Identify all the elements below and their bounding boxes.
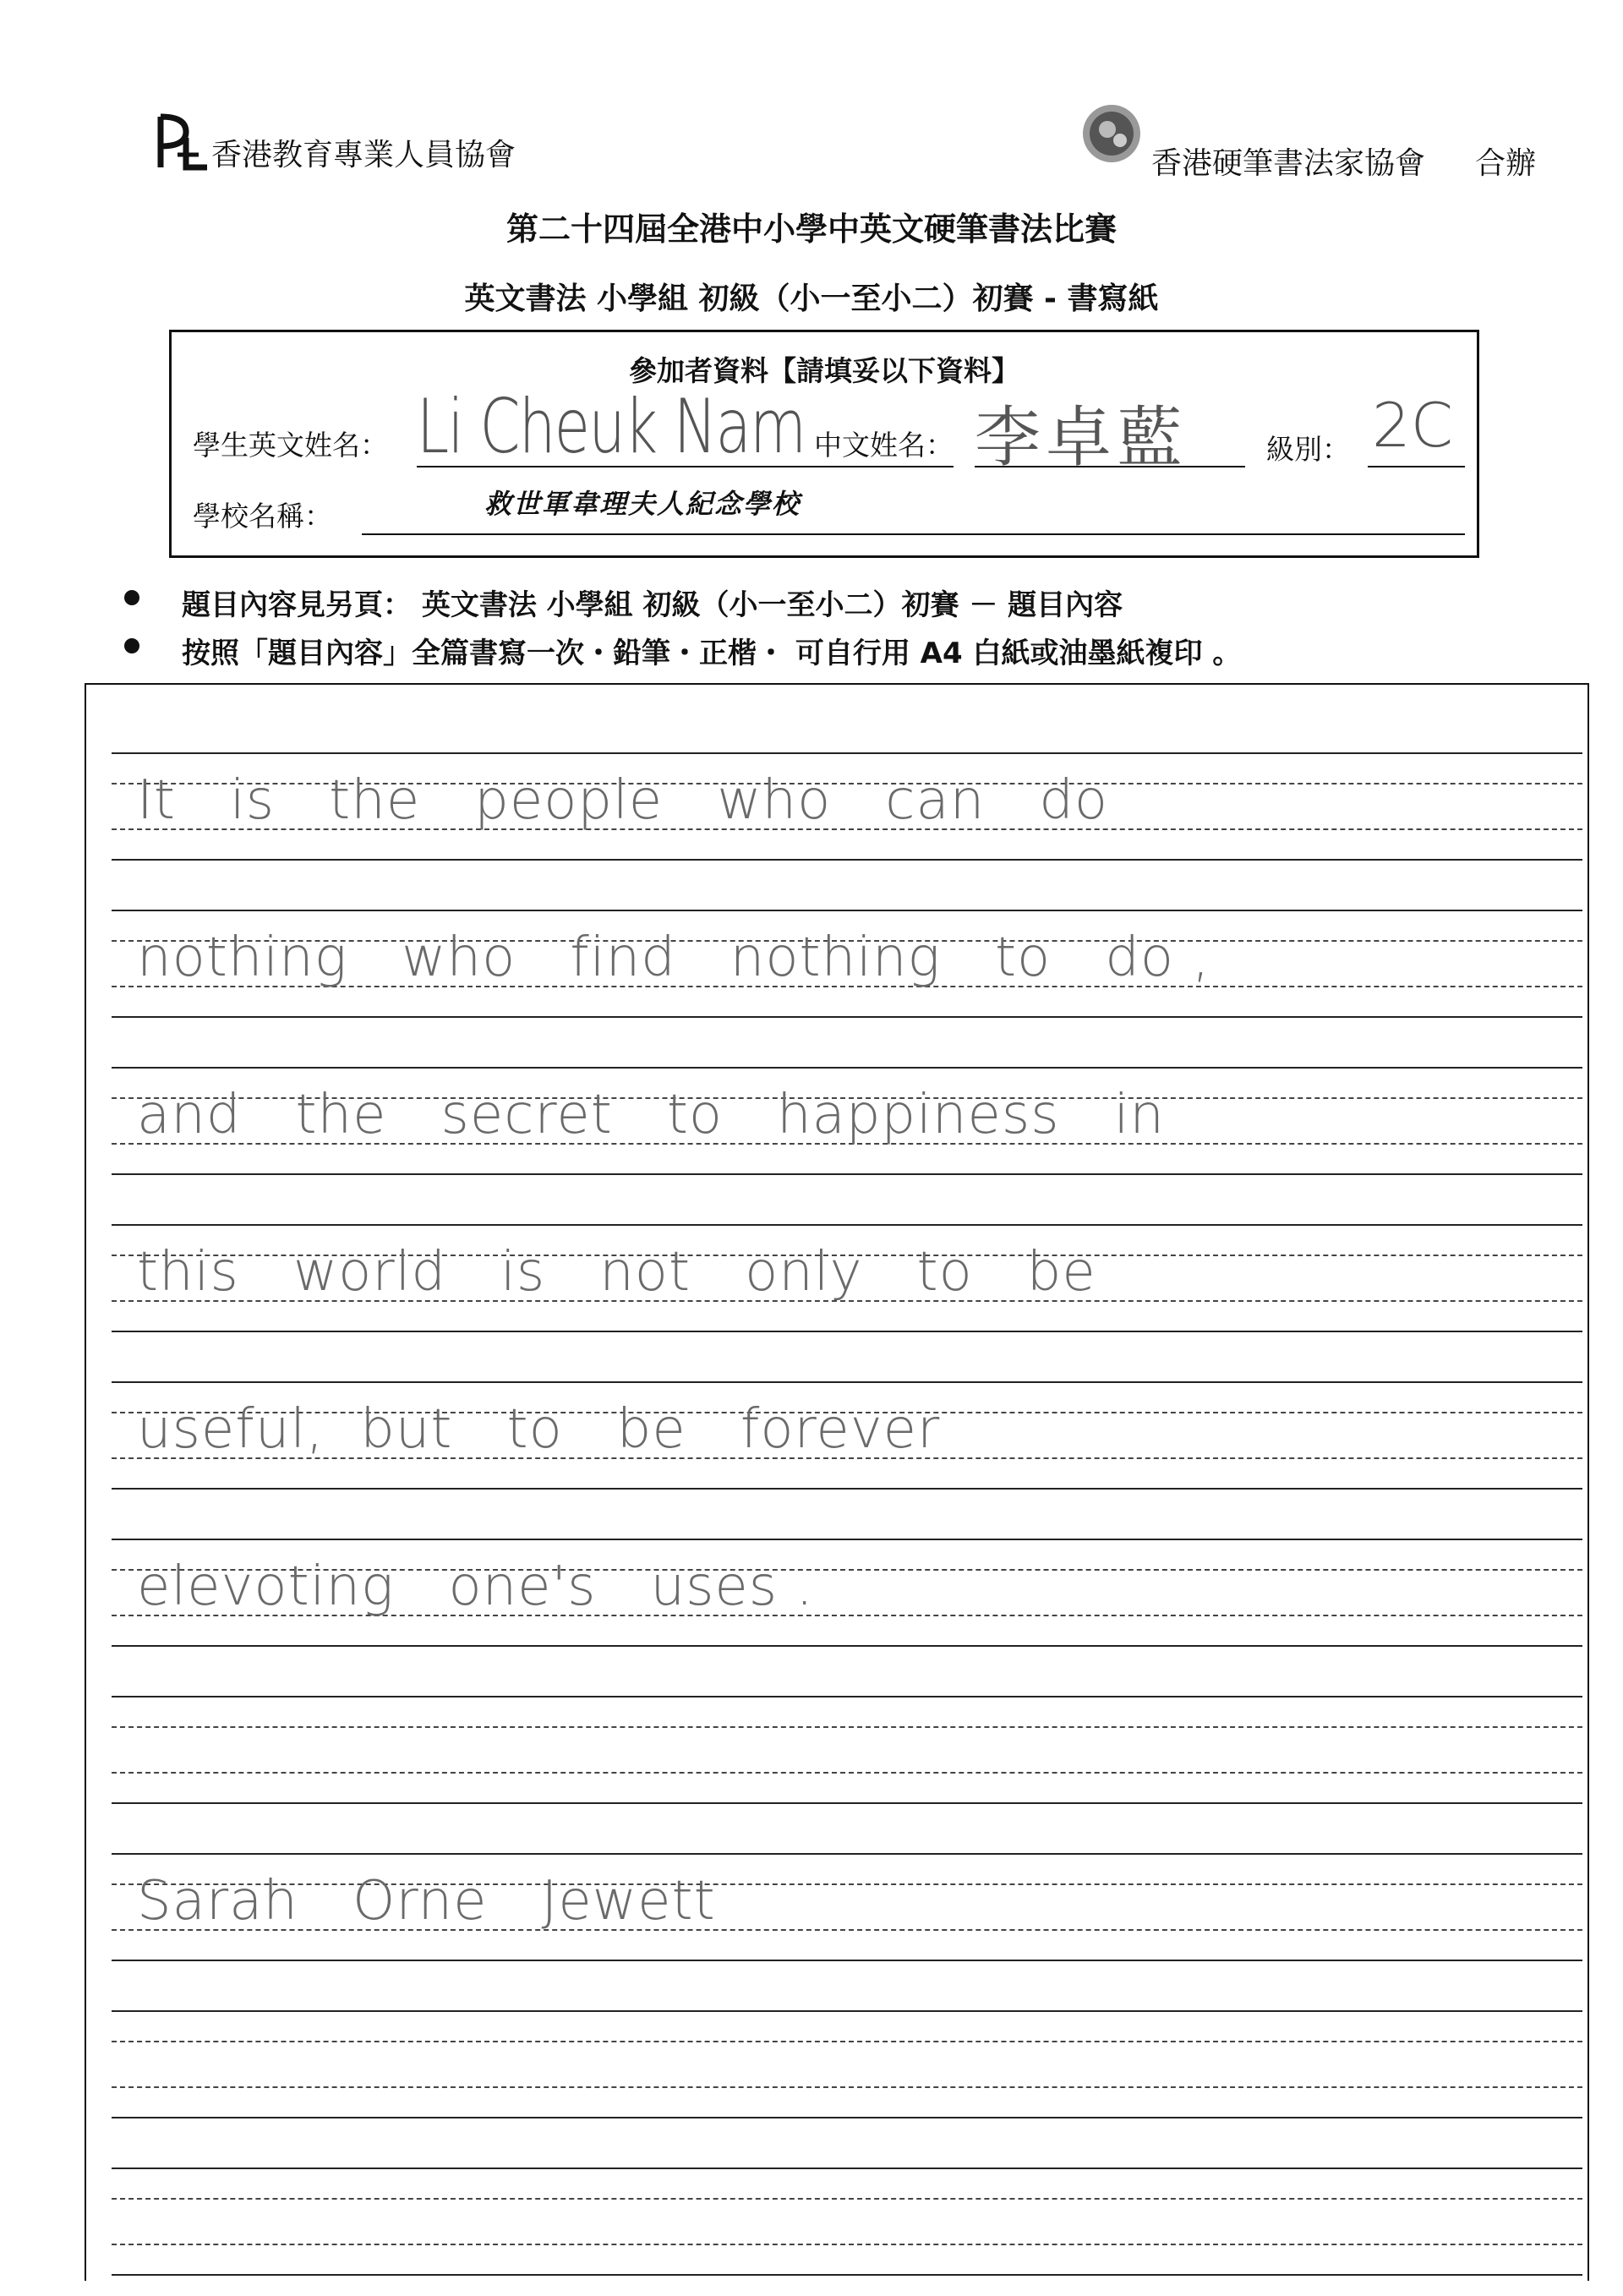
info-box-title: 參加者資料【請填妥以下資料】 — [629, 354, 1019, 387]
handwriting-line-2: nothing who find nothing to do , — [137, 927, 1210, 989]
solid-rule-line — [112, 1224, 1582, 1226]
writing-sheet — [85, 683, 1589, 2281]
competition-title: 第二十四屆全港中小學中英文硬筆書法比賽 — [505, 210, 1117, 248]
handwriting-line-3: and the secret to happiness in — [137, 1084, 1165, 1146]
school-name-value[interactable]: 救世軍韋理夫人紀念學校 — [484, 488, 801, 520]
class-value[interactable]: 2C — [1372, 390, 1454, 461]
solid-rule-line — [112, 752, 1582, 754]
dashed-rule-line — [112, 2086, 1582, 2088]
solid-rule-line — [112, 1016, 1582, 1018]
competition-subtitle: 英文書法 小學組 初級（小一至小二）初賽 - 書寫紙 — [464, 282, 1159, 316]
school-name-label: 學校名稱： — [193, 500, 332, 533]
co-organized-label: 合辦 — [1475, 146, 1537, 181]
solid-rule-line — [112, 1960, 1582, 1961]
solid-rule-line — [112, 910, 1582, 911]
solid-rule-line — [112, 1067, 1582, 1069]
solid-rule-line — [112, 2168, 1582, 2169]
dashed-rule-line — [112, 2244, 1582, 2245]
handwriting-line-4: this world is not only to be — [137, 1241, 1096, 1304]
dashed-rule-line — [112, 1726, 1582, 1728]
handwriting-line-8: Sarah Orne Jewett — [137, 1870, 716, 1932]
organizer-right: 香港硬筆書法家協會 — [1151, 146, 1426, 181]
solid-rule-line — [112, 859, 1582, 861]
solid-rule-line — [112, 1539, 1582, 1540]
solid-rule-line — [112, 1645, 1582, 1647]
dashed-rule-line — [112, 1772, 1582, 1774]
chinese-name-label: 中文姓名： — [814, 429, 954, 462]
class-label: 級別： — [1266, 433, 1350, 466]
solid-rule-line — [112, 1381, 1582, 1383]
solid-rule-line — [112, 1696, 1582, 1697]
solid-rule-line — [112, 1853, 1582, 1855]
bullet-dot-icon — [124, 590, 139, 605]
dashed-rule-line — [112, 2041, 1582, 2042]
handwriting-line-5: useful, but to be forever — [137, 1398, 941, 1461]
dashed-rule-line — [112, 2198, 1582, 2200]
solid-rule-line — [112, 2010, 1582, 2012]
instruction-2: 按照「題目內容」全篇書寫一次・鉛筆・正楷・ 可自行用 A4 白紙或油墨紙複印 。 — [182, 637, 1242, 670]
solid-rule-line — [112, 1331, 1582, 1332]
solid-rule-line — [112, 1173, 1582, 1175]
chinese-name-value[interactable]: 李卓藍 — [975, 400, 1189, 476]
instruction-1: 題目內容見另頁： 英文書法 小學組 初級（小一至小二）初賽 － 題目內容 — [182, 588, 1123, 622]
bullet-dot-icon — [124, 638, 139, 653]
chinese-name-underline — [975, 466, 1245, 467]
organizer-left: 香港教育專業人員協會 — [211, 138, 516, 172]
participant-info-box — [169, 330, 1479, 558]
class-underline — [1368, 466, 1465, 467]
solid-rule-line — [112, 1802, 1582, 1804]
solid-rule-line — [112, 2274, 1582, 2276]
english-name-label: 學生英文姓名： — [193, 429, 388, 462]
handwriting-line-6: elevoting one's uses . — [137, 1555, 814, 1618]
solid-rule-line — [112, 1488, 1582, 1490]
solid-rule-line — [112, 2117, 1582, 2118]
handwriting-line-1: It is the people who can do — [137, 769, 1109, 832]
english-name-underline — [417, 466, 954, 467]
calligraphy-association-seal-icon — [1074, 100, 1150, 167]
school-name-underline — [362, 533, 1465, 535]
english-name-value[interactable]: Li Cheuk Nam — [417, 383, 806, 470]
